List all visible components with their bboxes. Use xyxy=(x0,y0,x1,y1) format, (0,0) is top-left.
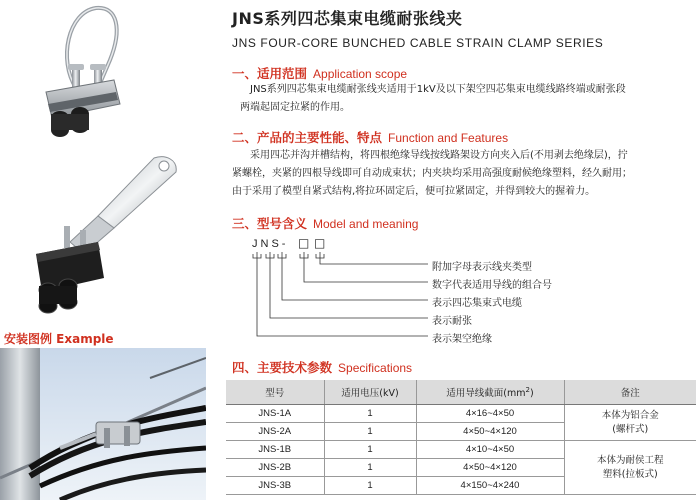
features-line-1: 采用四芯并沟并槽结构，将四根绝缘导线按线路架设方向夹入后(不用剥去绝缘层)，拧 xyxy=(250,150,628,161)
model-code-box-2: □ xyxy=(314,236,326,250)
section-specs-number: 四、主要技术参数 xyxy=(232,360,333,375)
model-item-1: 附加字母表示线夹类型 xyxy=(432,262,532,273)
page-title: JNS系列四芯集束电缆耐张线夹 xyxy=(232,9,463,28)
model-item-4: 表示耐张 xyxy=(432,316,472,327)
spec-header-section-sup: 2 xyxy=(525,385,530,394)
spec-header-row xyxy=(226,380,696,405)
model-item-3: 表示四芯集束式电缆 xyxy=(432,298,522,309)
spec-cell-voltage: 1 xyxy=(324,477,416,495)
spec-note-b-line2: 塑料(拉板式) xyxy=(602,468,658,480)
model-item-2: 数字代表适用导线的组合号 xyxy=(432,280,552,291)
spec-cell-voltage: 1 xyxy=(324,441,416,459)
page-subtitle: JNS FOUR-CORE BUNCHED CABLE STRAIN CLAMP SERIES xyxy=(232,36,604,50)
section-scope-title-en: Application scope xyxy=(313,67,408,81)
spec-cell-section: 4×50~4×120 xyxy=(416,423,564,441)
section-features-title-en: Function and Features xyxy=(388,131,509,145)
spec-note-aluminum xyxy=(564,405,696,441)
section-specs-heading xyxy=(232,358,412,376)
table-row xyxy=(226,405,696,423)
spec-cell-model: JNS-1B xyxy=(226,441,324,459)
spec-header-section xyxy=(416,380,564,405)
spec-note-a-line1: 本体为铝合金 xyxy=(601,409,659,421)
spec-note-plastic xyxy=(564,441,696,495)
model-item-5: 表示架空绝缘 xyxy=(432,334,492,345)
spec-cell-section: 4×50~4×120 xyxy=(416,459,564,477)
model-code-box-1: □ xyxy=(298,236,310,250)
spec-header-note: 备注 xyxy=(564,380,696,405)
spec-note-b-line1: 本体为耐侯工程 xyxy=(596,454,664,466)
spec-cell-model: JNS-1A xyxy=(226,405,324,423)
section-features-number: 二、产品的主要性能、特点 xyxy=(232,130,383,145)
features-line-3: 由于采用了模型自紧式结构,将拉环固定后，便可拉紧固定，并得到较大的握着力。 xyxy=(232,186,596,197)
model-code-prefix: JNS- xyxy=(252,238,289,250)
spec-header-model: 型号 xyxy=(226,380,324,405)
example-title: 安装图例 Example xyxy=(4,332,114,346)
spec-cell-section: 4×16~4×50 xyxy=(416,405,564,423)
scope-line-2: 两端起固定拉紧的作用。 xyxy=(240,102,350,113)
spec-cell-section: 4×10~4×50 xyxy=(416,441,564,459)
specifications-table xyxy=(226,380,696,495)
spec-cell-voltage: 1 xyxy=(324,405,416,423)
spec-header-section-text: 适用导线截面(mm xyxy=(446,388,526,399)
spec-header-section-close: ) xyxy=(529,388,534,399)
spec-cell-model: JNS-2A xyxy=(226,423,324,441)
installation-example-photo xyxy=(0,348,206,500)
section-model-number: 三、型号含义 xyxy=(232,216,308,231)
spec-cell-voltage: 1 xyxy=(324,459,416,477)
table-row xyxy=(226,441,696,459)
section-scope-number: 一、适用范围 xyxy=(232,66,308,81)
spec-cell-voltage: 1 xyxy=(324,423,416,441)
spec-cell-model: JNS-3B xyxy=(226,477,324,495)
spec-note-a-line2: (螺杆式) xyxy=(612,423,649,435)
spec-cell-section: 4×150~4×240 xyxy=(416,477,564,495)
installation-photo-drawing xyxy=(0,348,206,500)
section-specs-title-en: Specifications xyxy=(338,361,413,375)
spec-cell-model: JNS-2B xyxy=(226,459,324,477)
scope-line-1: JNS系列四芯集束电缆耐张线夹适用于1kV及以下架空四芯集束电缆线路终端或耐张段 xyxy=(250,84,626,95)
spec-header-voltage: 适用电压(kV) xyxy=(324,380,416,405)
section-model-title-en: Model and meaning xyxy=(313,217,419,231)
features-line-2: 紧螺栓，夹紧的四根导线即可自动成束状；内夹块均采用高强度耐候绝缘塑料，经久耐用； xyxy=(232,168,632,179)
